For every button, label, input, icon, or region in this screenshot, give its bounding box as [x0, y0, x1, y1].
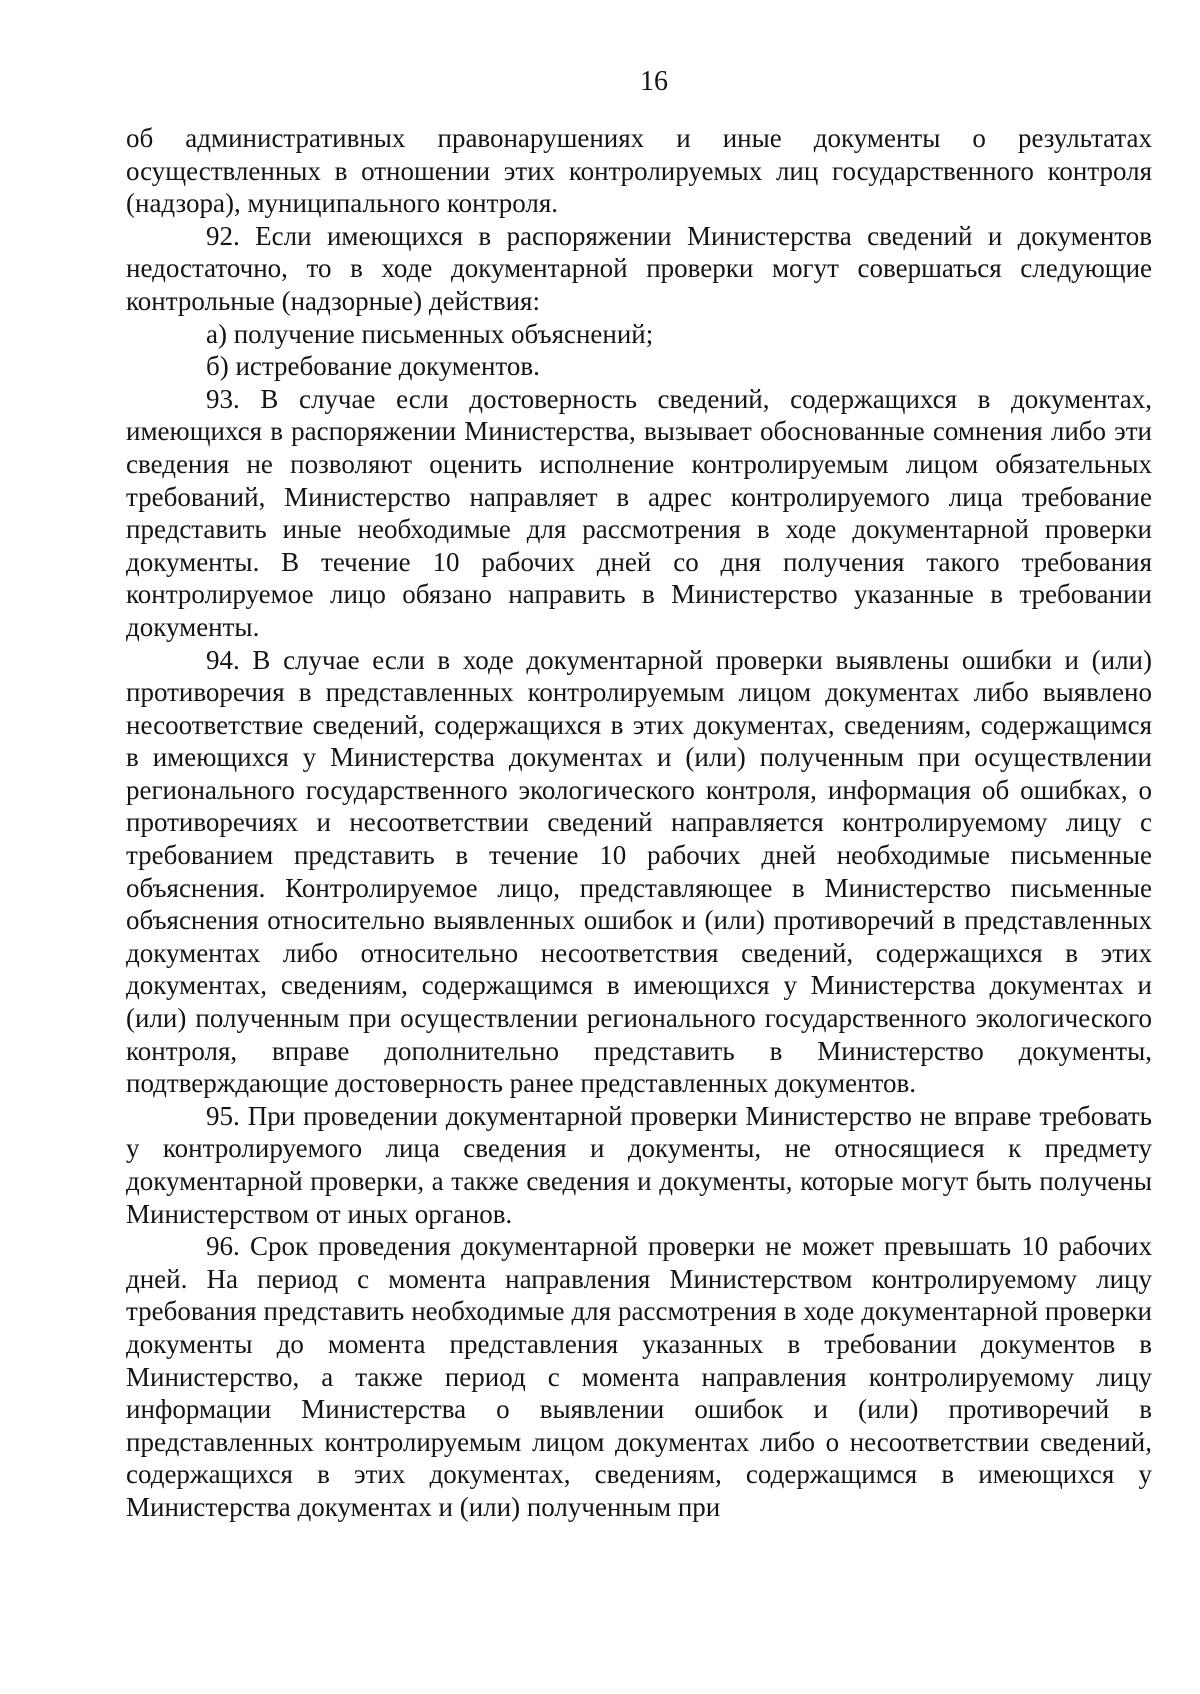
paragraph-92: 92. Если имеющихся в распоряжении Министерства сведений и документов недостаточно, то в ходе документарной проверки могут совершаться следующие контрольные (надзорные) действия: [126, 220, 1152, 316]
paragraph-92-item-b: б) истребование документов. [206, 351, 540, 382]
document-body [126, 122, 1152, 1524]
paragraph-continuation: об административных правонарушениях и иные документы о результатах осуществленных в отношении этих контролируемых лиц государственного контроля (надзора), муниципального контроля. [126, 123, 1152, 219]
paragraph-94: 94. В случае если в ходе документарной проверки выявлены ошибки и (или) противоречия в представленных контролируемым лицом документах либо выявлено несоответствие сведений, содержащихся в этих документах, сведениям, содержащимся в имеющихся у Министерства документах и (или) полученным при осуществлении регионального государственного экологического контроля, информация об ошибках, о противоречиях и несоответствии сведений направляется контролируемому лицу с требованием представить в течение 10 рабочих дней необходимые письменные объяснения. Контролируемое лицо, представляющее в Министерство письменные объяснения относительно выявленных ошибок и (или) противоречий в представленных документах либо относительно несоответствия сведений, содержащихся в этих документах, сведениям, содержащимся в имеющихся у Министерства документах и (или) полученным при осуществлении регионального государственного экологического контроля, вправе дополнительно представить в Министерство документы, подтверждающие достоверность ранее представленных документов. [126, 644, 1152, 1099]
page-number: 16 [640, 66, 668, 97]
paragraph-93: 93. В случае если достоверность сведений, содержащихся в документах, имеющихся в распоряжении Министерства, вызывает обоснованные сомнения либо эти сведения не позволяют оценить исполнение контролируемым лицом обязательных требований, Министерство направляет в адрес контролируемого лица требование представить иные необходимые для рассмотрения в ходе документарной проверки документы. В течение 10 рабочих дней со дня получения такого требования контролируемое лицо обязано направить в Министерство указанные в требовании документы. [126, 383, 1152, 642]
paragraph-95: 95. При проведении документарной проверки Министерство не вправе требовать у контролируемого лица сведения и документы, не относящиеся к предмету документарной проверки, а также сведения и документы, которые могут быть получены Министерством от иных органов. [126, 1100, 1152, 1229]
paragraph-96: 96. Срок проведения документарной проверки не может превышать 10 рабочих дней. На период с момента направления Министерством контролируемому лицу требования представить необходимые для рассмотрения в ходе документарной проверки документы до момента представления указанных в требовании документов в Министерство, а также период с момента направления контролируемому лицу информации Министерства о выявлении ошибок и (или) противоречий в представленных контролируемым лицом документах либо о несоответствии сведений, содержащихся в этих документах, сведениям, содержащимся в имеющихся у Министерства документах и (или) полученным при [126, 1231, 1152, 1522]
paragraph-92-item-a: а) получение письменных объяснений; [206, 318, 654, 349]
